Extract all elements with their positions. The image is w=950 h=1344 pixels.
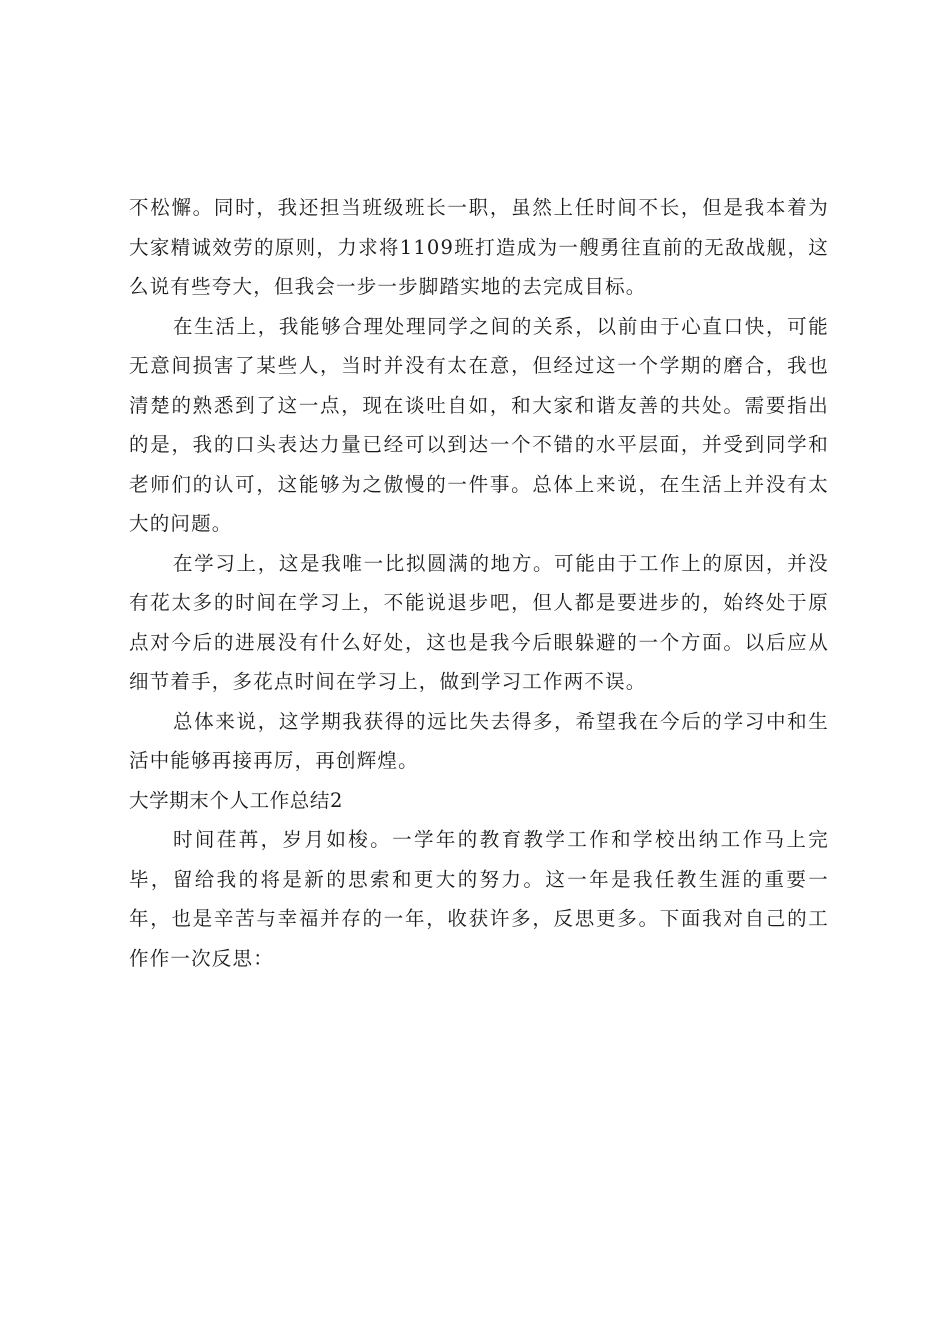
document-page [129, 188, 829, 978]
paragraph-continued: 不松懈。同时，我还担当班级班长一职，虽然上任时间不长，但是我本着为大家精诚效劳的原则，力求将1109班打造成为一艘勇往直前的无敌战舰，这么说有些夸大，但我会一步一步脚踏实地的去完成目标。 [129, 196, 829, 298]
section-title: 大学期末个人工作总结2 [129, 788, 344, 812]
paragraph-study: 在学习上，这是我唯一比拟圆满的地方。可能由于工作上的原因，并没有花太多的时间在学习上，不能说退步吧，但人都是要进步的，始终处于原点对今后的进展没有什么好处，这也是我今后眼躲避的一个方面。以后应从细节着手，多花点时间在学习上，做到学习工作两不误。 [129, 551, 829, 693]
paragraph-summary: 总体来说，这学期我获得的远比失去得多，希望我在今后的学习中和生活中能够再接再厉，再创辉煌。 [129, 709, 829, 772]
paragraph-life: 在生活上，我能够合理处理同学之间的关系，以前由于心直口快，可能无意间损害了某些人，当时并没有太在意，但经过这一个学期的磨合，我也清楚的熟悉到了这一点，现在谈吐自如，和大家和谐友善的共处。需要指出的是，我的口头表达力量已经可以到达一个不错的水平层面，并受到同学和老师们的认可，这能够为之傲慢的一件事。总体上来说，在生活上并没有太大的问题。 [129, 314, 829, 535]
paragraph-intro: 时间荏苒，岁月如梭。一学年的教育教学工作和学校出纳工作马上完毕，留给我的将是新的思索和更大的努力。这一年是我任教生涯的重要一年，也是辛苦与幸福并存的一年，收获许多，反思更多。下面我对自己的工作作一次反思： [129, 828, 829, 970]
